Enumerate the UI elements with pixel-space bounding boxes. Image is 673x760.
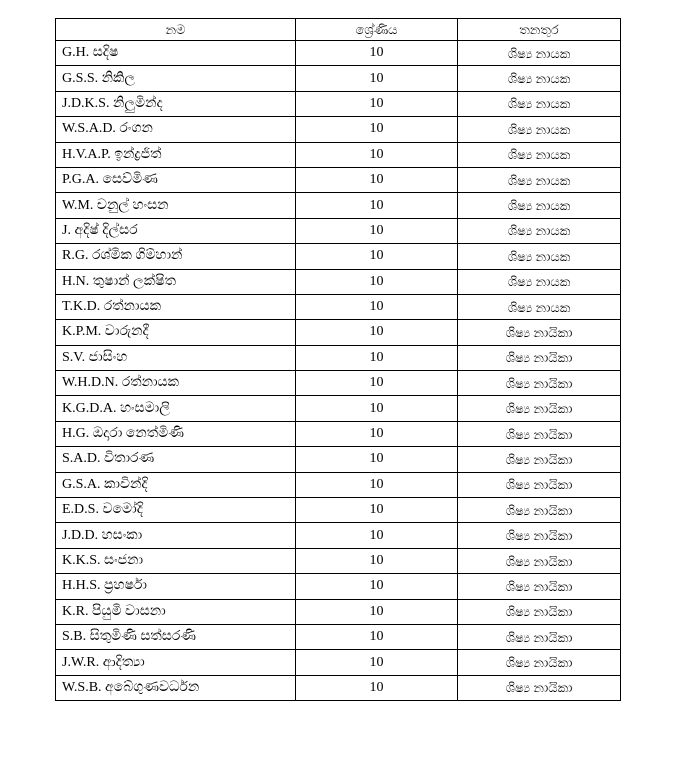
grade-cell: 10 — [296, 218, 458, 243]
grade-cell: 10 — [296, 269, 458, 294]
position-cell: ශිෂ්‍ය නායක — [458, 66, 621, 91]
grade-cell: 10 — [296, 396, 458, 421]
table-row — [56, 396, 621, 421]
table-row — [56, 548, 621, 573]
student-name-cell: H.H.S. ප්‍රහර්ෂා — [56, 574, 296, 599]
position-cell: ශිෂ්‍ය නායිකා — [458, 371, 621, 396]
student-name-cell: J.D.K.S. නිලුමින්ද — [56, 91, 296, 116]
position-cell: ශිෂ්‍ය නායිකා — [458, 320, 621, 345]
grade-cell: 10 — [296, 193, 458, 218]
table-row — [56, 523, 621, 548]
table-row — [56, 371, 621, 396]
table-row — [56, 675, 621, 700]
grade-cell: 10 — [296, 294, 458, 319]
table-row — [56, 320, 621, 345]
grade-cell: 10 — [296, 41, 458, 66]
position-cell: ශිෂ්‍ය නායක — [458, 167, 621, 192]
table-header-row — [56, 19, 621, 41]
position-cell: ශිෂ්‍ය නායක — [458, 193, 621, 218]
position-cell: ශිෂ්‍ය නායිකා — [458, 574, 621, 599]
student-name-cell: S.A.D. විතාරණ — [56, 447, 296, 472]
table-row — [56, 117, 621, 142]
position-cell: ශිෂ්‍ය නායිකා — [458, 675, 621, 700]
grade-cell: 10 — [296, 91, 458, 116]
student-name-cell: G.S.A. කාවින්දි — [56, 472, 296, 497]
student-name-cell: K.K.S. සංජනා — [56, 548, 296, 573]
position-cell: ශිෂ්‍ය නායිකා — [458, 421, 621, 446]
position-cell: ශිෂ්‍ය නායිකා — [458, 472, 621, 497]
grade-cell: 10 — [296, 599, 458, 624]
table-row — [56, 244, 621, 269]
table-row — [56, 193, 621, 218]
table-row — [56, 91, 621, 116]
table-row — [56, 472, 621, 497]
grade-cell: 10 — [296, 421, 458, 446]
position-cell: ශිෂ්‍ය නායිකා — [458, 650, 621, 675]
position-cell: ශිෂ්‍ය නායක — [458, 41, 621, 66]
student-name-cell: J.W.R. ආදිත්‍යා — [56, 650, 296, 675]
student-name-cell: J. අදිෂ් දිල්සර — [56, 218, 296, 243]
grade-cell: 10 — [296, 142, 458, 167]
table-row — [56, 421, 621, 446]
grade-cell: 10 — [296, 447, 458, 472]
grade-cell: 10 — [296, 167, 458, 192]
position-cell: ශිෂ්‍ය නායක — [458, 244, 621, 269]
grade-cell: 10 — [296, 472, 458, 497]
position-cell: ශිෂ්‍ය නායිකා — [458, 523, 621, 548]
table-row — [56, 447, 621, 472]
table-row — [56, 599, 621, 624]
position-cell: ශිෂ්‍ය නායක — [458, 91, 621, 116]
grade-cell: 10 — [296, 650, 458, 675]
position-cell: ශිෂ්‍ය නායක — [458, 294, 621, 319]
student-name-cell: W.M. චනුල් හංසන — [56, 193, 296, 218]
position-cell: ශිෂ්‍ය නායිකා — [458, 548, 621, 573]
position-cell: ශිෂ්‍ය නායක — [458, 142, 621, 167]
table-row — [56, 345, 621, 370]
student-leaders-table — [55, 18, 621, 701]
student-name-cell: H.V.A.P. ඉන්ද්‍රජිත් — [56, 142, 296, 167]
student-name-cell: H.N. තුෂාන් ලක්ෂිත — [56, 269, 296, 294]
position-cell: ශිෂ්‍ය නායක — [458, 269, 621, 294]
column-header-grade: ශ්‍රේණිය — [296, 19, 458, 41]
student-name-cell: E.D.S. වමෝදි — [56, 498, 296, 523]
table-row — [56, 218, 621, 243]
student-name-cell: P.G.A. සෙව්මිණ — [56, 167, 296, 192]
student-name-cell: T.K.D. රත්නායක — [56, 294, 296, 319]
table-row — [56, 142, 621, 167]
table-row — [56, 650, 621, 675]
table-row — [56, 624, 621, 649]
student-name-cell: K.R. පියුමි වාසනා — [56, 599, 296, 624]
student-name-cell: R.G. රශ්මික ගිම්හාන් — [56, 244, 296, 269]
position-cell: ශිෂ්‍ය නායක — [458, 218, 621, 243]
position-cell: ශිෂ්‍ය නායිකා — [458, 396, 621, 421]
table-row — [56, 66, 621, 91]
column-header-name: නම — [56, 19, 296, 41]
table-row — [56, 167, 621, 192]
student-name-cell: S.B. සිතුමිණි සත්සරණි — [56, 624, 296, 649]
table-row — [56, 294, 621, 319]
position-cell: ශිෂ්‍ය නායිකා — [458, 599, 621, 624]
position-cell: ශිෂ්‍ය නායිකා — [458, 624, 621, 649]
student-name-cell: W.S.A.D. රංගන — [56, 117, 296, 142]
student-name-cell: J.D.D. හසංකා — [56, 523, 296, 548]
student-name-cell: W.H.D.N. රත්නායක — [56, 371, 296, 396]
student-name-cell: K.G.D.A. හංසමාලි — [56, 396, 296, 421]
grade-cell: 10 — [296, 675, 458, 700]
grade-cell: 10 — [296, 244, 458, 269]
grade-cell: 10 — [296, 548, 458, 573]
table-row — [56, 41, 621, 66]
student-name-cell: W.S.B. අබේගුණවර්ධන — [56, 675, 296, 700]
table-row — [56, 498, 621, 523]
table-row — [56, 269, 621, 294]
grade-cell: 10 — [296, 574, 458, 599]
position-cell: ශිෂ්‍ය නායිකා — [458, 345, 621, 370]
grade-cell: 10 — [296, 320, 458, 345]
student-name-cell: G.H. සදිෂ — [56, 41, 296, 66]
position-cell: ශිෂ්‍ය නායක — [458, 117, 621, 142]
column-header-position: තනතුර — [458, 19, 621, 41]
student-name-cell: S.V. ජාසිංහ — [56, 345, 296, 370]
grade-cell: 10 — [296, 345, 458, 370]
grade-cell: 10 — [296, 624, 458, 649]
grade-cell: 10 — [296, 117, 458, 142]
grade-cell: 10 — [296, 371, 458, 396]
grade-cell: 10 — [296, 498, 458, 523]
position-cell: ශිෂ්‍ය නායිකා — [458, 498, 621, 523]
grade-cell: 10 — [296, 66, 458, 91]
student-name-cell: K.P.M. වාරුනදී — [56, 320, 296, 345]
table-row — [56, 574, 621, 599]
student-name-cell: G.S.S. නිකිල — [56, 66, 296, 91]
position-cell: ශිෂ්‍ය නායිකා — [458, 447, 621, 472]
grade-cell: 10 — [296, 523, 458, 548]
student-name-cell: H.G. ඔදාරා නෙත්මිණි — [56, 421, 296, 446]
table-body — [56, 41, 621, 701]
